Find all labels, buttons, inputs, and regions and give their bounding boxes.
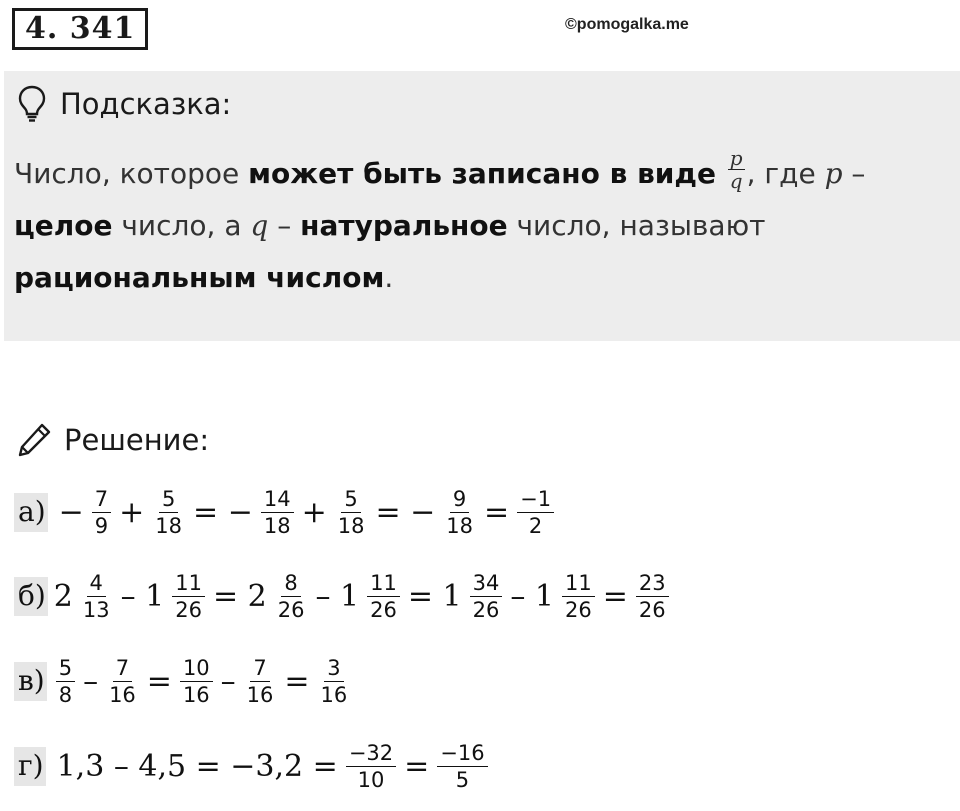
- row-label: б): [14, 577, 48, 616]
- fraction: $\frac{10}{16}$: [180, 655, 213, 708]
- hint-text: Число, которое может быть записано в виде $\frac{p}{q}$ , где p – целое число, а q – натуральное число, называют рациональным числом.: [14, 145, 866, 294]
- fraction: $\frac{23}{26}$: [636, 570, 669, 623]
- solution-header: [16, 418, 209, 462]
- fraction: $\frac{3}{16}$: [320, 656, 348, 707]
- fraction: $\frac{7}{9}$: [92, 486, 111, 539]
- fraction: $\frac{34}{26}$: [470, 570, 503, 623]
- fraction: $\frac{-1}{2}$: [517, 486, 554, 539]
- fraction: $\frac{14}{18}$: [261, 486, 294, 539]
- fraction: $\frac{11}{26}$: [562, 570, 595, 623]
- solution-row-a: а) − $\frac{7}{9}$ + $\frac{5}{18}$ = − $\frac{14}{18}$ + $\frac{5}{18}$ = − $\frac{9}{18}$ = $\frac{-1}{2}$: [14, 486, 557, 539]
- task-number: 4. 341: [12, 8, 148, 50]
- hint-header: [18, 84, 231, 124]
- fraction: $\frac{5}{18}$: [337, 487, 365, 538]
- fraction: $\frac{7}{16}$: [109, 656, 136, 707]
- fraction: $\frac{7}{16}$: [246, 656, 274, 707]
- fraction: $\frac{4}{13}$: [82, 571, 110, 622]
- solution-row-b: б) 2 $\frac{4}{13}$ – 1 $\frac{11}{26}$ = 2 $\frac{8}{26}$ – 1 $\frac{11}{26}$ = 1 $\frac{34}{26}$ – 1 $\frac{11}{26}$ = $\frac{23}{26}$: [14, 570, 672, 623]
- solution-title: Решение:: [64, 423, 210, 457]
- fraction: $\frac{11}{26}$: [172, 570, 205, 623]
- pencil-icon: [16, 422, 52, 458]
- fraction: $\frac{5}{18}$: [155, 487, 183, 538]
- solution-row-c: в) $\frac{5}{8}$ – $\frac{7}{16}$ = $\frac{10}{16}$ – $\frac{7}{16}$ = $\frac{3}{16}$: [14, 655, 353, 708]
- fraction: $\frac{5}{8}$: [56, 655, 75, 708]
- hint-title: Подсказка:: [60, 87, 232, 121]
- watermark: ©pomogalka.me: [565, 16, 689, 33]
- lightbulb-icon: [18, 85, 46, 123]
- solution-row-d: г) 1,3 – 4,5 = −3,2 = $\frac{-32}{10}$ = $\frac{-16}{5}$: [14, 740, 491, 793]
- fraction: $\frac{-32}{10}$: [346, 740, 396, 793]
- row-label: г): [14, 747, 46, 786]
- fraction: $\frac{-16}{5}$: [437, 740, 487, 793]
- row-label: а): [14, 493, 48, 532]
- row-label: в): [14, 662, 47, 701]
- fraction: $\frac{9}{18}$: [446, 487, 473, 538]
- hint-fraction: $\frac{p}{q}$: [729, 145, 743, 193]
- fraction: $\frac{11}{26}$: [367, 570, 400, 623]
- fraction: $\frac{8}{26}$: [277, 571, 305, 622]
